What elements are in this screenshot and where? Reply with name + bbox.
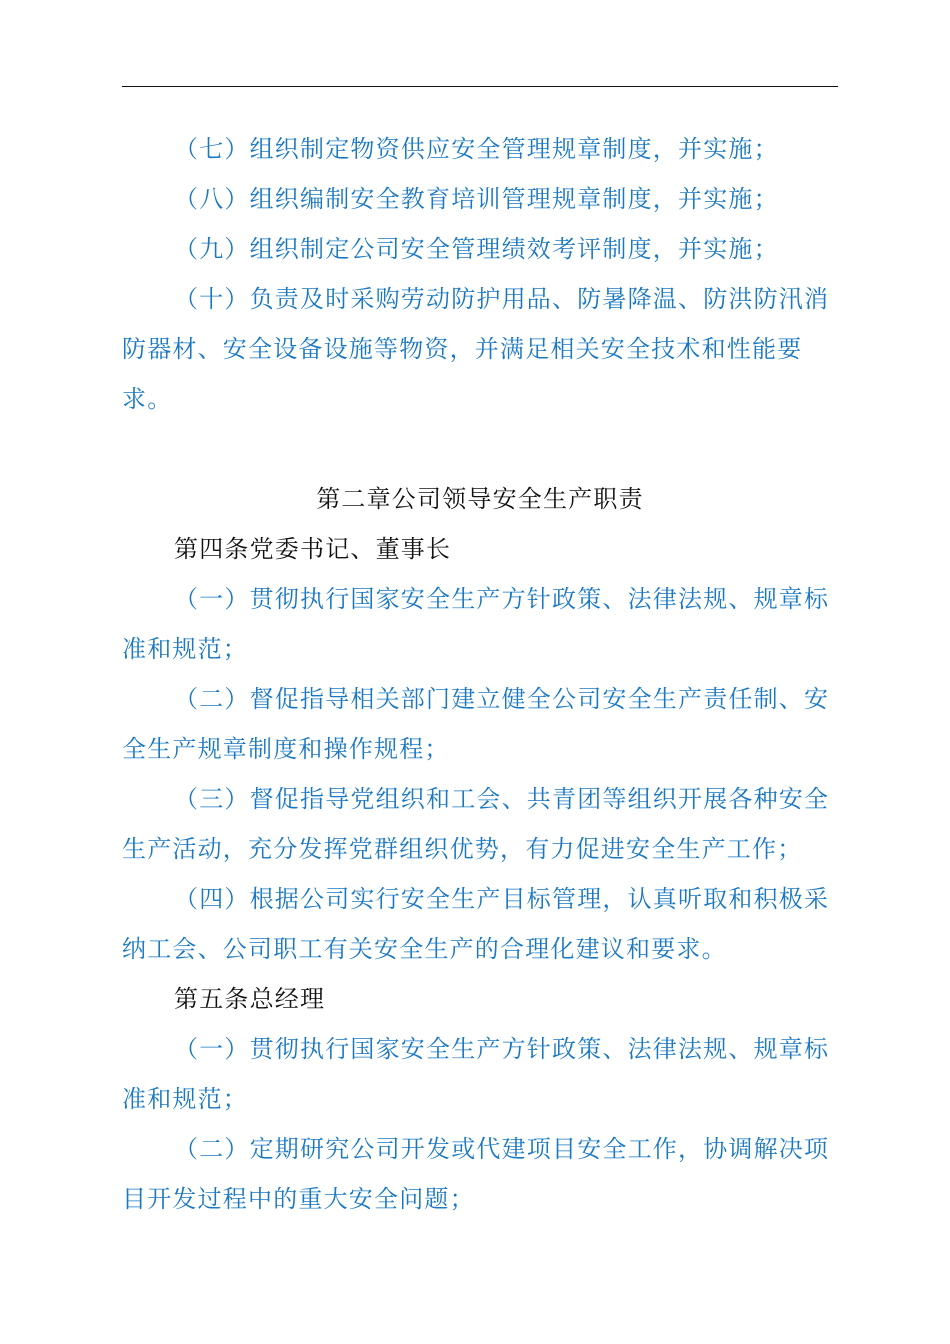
document-body (122, 124, 838, 1224)
header-rule (122, 86, 838, 87)
paragraph-item-7: （七）组织制定物资供应安全管理规章制度，并实施； (174, 135, 779, 163)
chapter-title: 第二章公司领导安全生产职责 (316, 485, 644, 513)
article-five-item-1: （一）贯彻执行国家安全生产方针政策、法律法规、规章标准和规范； (122, 1035, 830, 1113)
article-five-title: 第五条总经理 (174, 985, 326, 1013)
article-four-title: 第四条党委书记、董事长 (174, 535, 452, 563)
paragraph-item-10: （十）负责及时采购劳动防护用品、防暑降温、防洪防汛消防器材、安全设备设施等物资，并满足相关安全技术和性能要求。 (122, 285, 830, 413)
article-five-item-2: （二）定期研究公司开发或代建项目安全工作，协调解决项目开发过程中的重大安全问题； (122, 1135, 830, 1213)
article-four-item-3: （三）督促指导党组织和工会、共青团等组织开展各种安全生产活动，充分发挥党群组织优势，有力促进安全生产工作； (122, 785, 830, 863)
article-four-item-4: （四）根据公司实行安全生产目标管理，认真听取和积极采纳工会、公司职工有关安全生产的合理化建议和要求。 (122, 885, 830, 963)
paragraph-item-8: （八）组织编制安全教育培训管理规章制度，并实施； (174, 185, 779, 213)
paragraph-item-9: （九）组织制定公司安全管理绩效考评制度，并实施； (174, 235, 779, 263)
article-four-item-2: （二）督促指导相关部门建立健全公司安全生产责任制、安全生产规章制度和操作规程； (122, 685, 830, 763)
article-four-item-1: （一）贯彻执行国家安全生产方针政策、法律法规、规章标准和规范； (122, 585, 830, 663)
